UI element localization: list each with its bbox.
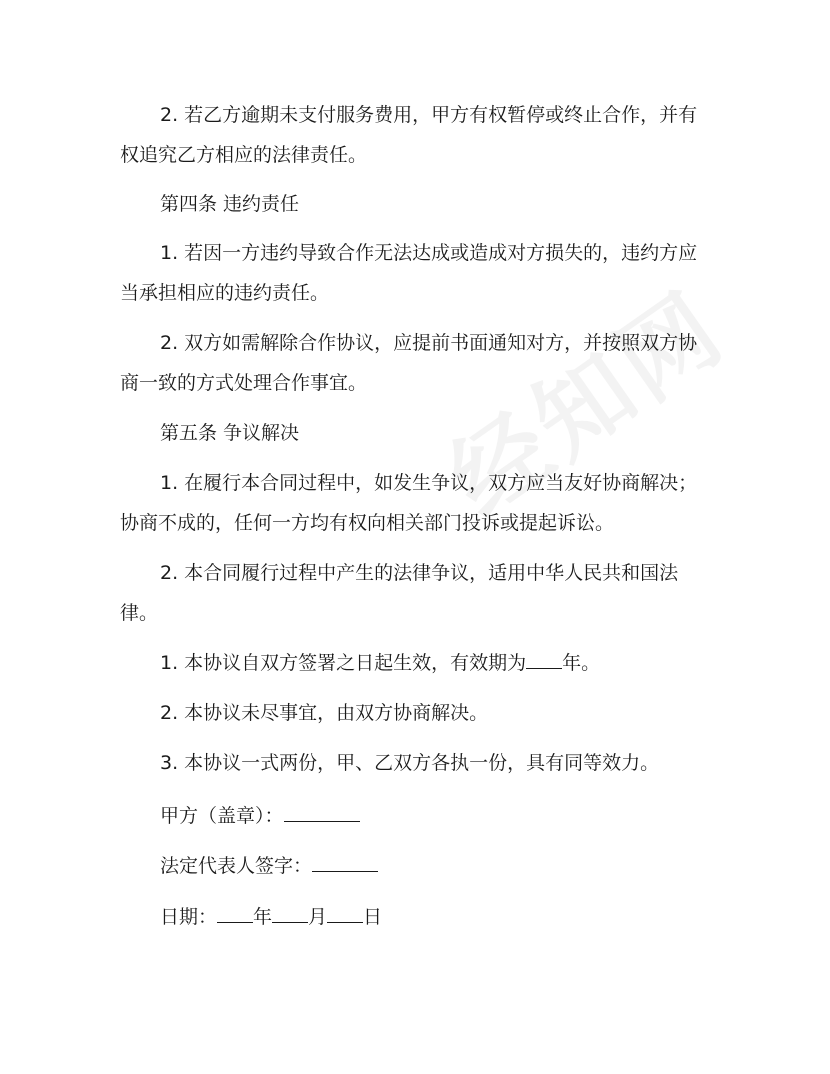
text-segment: 1. 本协议自双方签署之日起生效，有效期为 bbox=[160, 652, 527, 674]
date-label: 日期： bbox=[160, 906, 218, 928]
year-label: 年 bbox=[253, 906, 273, 928]
text-line: 当承担相应的违约责任。 bbox=[120, 282, 330, 304]
text-line: 1. 在履行本合同过程中，如发生争议，双方应当友好协商解决； bbox=[160, 472, 698, 494]
clause-paragraph: 3. 本协议一式两份，甲、乙双方各执一份，具有同等效力。 bbox=[160, 752, 660, 774]
text-line: 2. 本合同履行过程中产生的法律争议，适用中华人民共和国法 bbox=[160, 562, 679, 584]
clause-paragraph bbox=[120, 233, 712, 313]
article-heading: 第五条 争议解决 bbox=[160, 422, 300, 444]
clause-paragraph bbox=[120, 553, 712, 633]
month-label: 月 bbox=[308, 906, 328, 928]
signature-legal-rep bbox=[120, 846, 752, 886]
text-line: 2. 若乙方逾期未支付服务费用，甲方有权暂停或终止合作，并有 bbox=[160, 104, 698, 126]
clause-paragraph bbox=[120, 463, 712, 543]
text-line: 商一致的方式处理合作事宜。 bbox=[120, 372, 368, 394]
blank-line bbox=[327, 900, 363, 923]
day-label: 日 bbox=[363, 906, 383, 928]
text-line: 律。 bbox=[120, 602, 159, 624]
blank-line bbox=[284, 799, 360, 822]
signature-date bbox=[120, 897, 752, 937]
clause-paragraph bbox=[120, 323, 712, 403]
article-heading: 第四条 违约责任 bbox=[160, 193, 300, 215]
text-line: 2. 双方如需解除合作协议，应提前书面通知对方，并按照双方协 bbox=[160, 332, 698, 354]
party-a-label: 甲方（盖章）： bbox=[160, 805, 284, 827]
text-line: 权追究乙方相应的法律责任。 bbox=[120, 144, 368, 166]
blank-line bbox=[217, 900, 253, 923]
clause-paragraph bbox=[120, 643, 752, 683]
blank-line bbox=[272, 900, 308, 923]
clause-paragraph bbox=[120, 95, 712, 175]
text-line: 协商不成的，任何一方均有权向相关部门投诉或提起诉讼。 bbox=[120, 512, 615, 534]
legal-rep-label: 法定代表人签字： bbox=[160, 855, 313, 877]
blank-line bbox=[526, 646, 562, 669]
signature-party-a bbox=[120, 796, 752, 836]
text-line: 1. 若因一方违约导致合作无法达成或造成对方损失的，违约方应 bbox=[160, 242, 698, 264]
clause-paragraph: 2. 本协议未尽事宜，由双方协商解决。 bbox=[160, 702, 489, 724]
text-segment: 年。 bbox=[562, 652, 601, 674]
blank-line bbox=[312, 849, 378, 872]
